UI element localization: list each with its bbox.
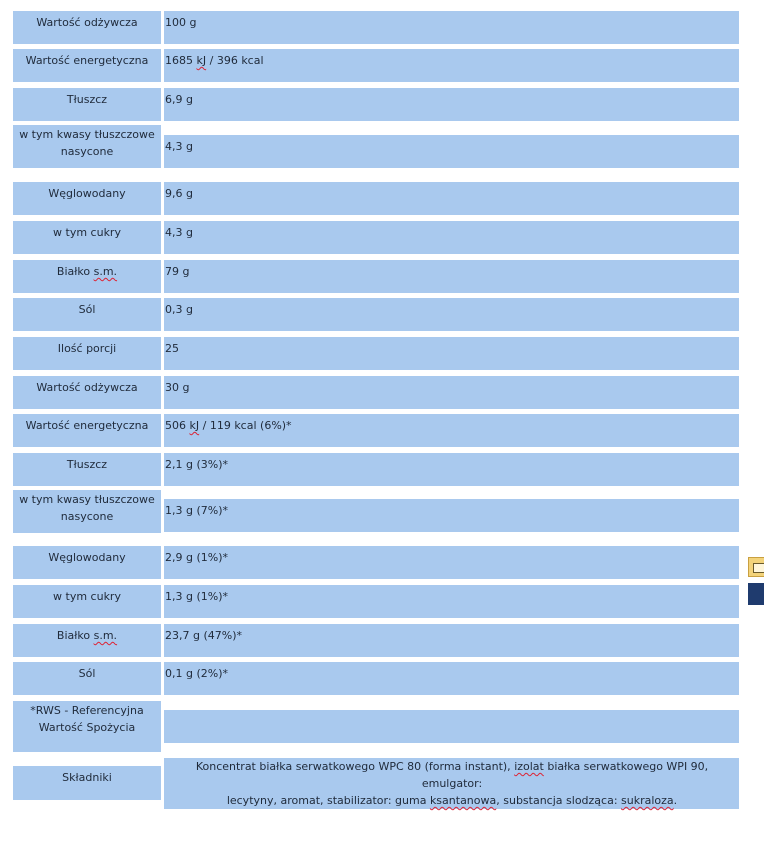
row-value [164, 49, 739, 82]
label-text: Białko [56, 629, 94, 642]
row-value: 1,3 g (1%)* [164, 585, 739, 618]
row-label: Tłuszcz [13, 453, 161, 486]
row-value: 4,3 g [164, 135, 739, 168]
ingredients-line-2 [165, 792, 739, 809]
row-label [13, 624, 161, 657]
row-label: Sól [13, 662, 161, 695]
row-value: 2,1 g (3%)* [164, 453, 739, 486]
row-label: Ilość porcji [13, 337, 161, 370]
row-label: Węglowodany [13, 182, 161, 215]
row-value [164, 414, 739, 447]
row-value: 100 g [164, 11, 739, 44]
value-text: 506 [165, 419, 190, 432]
ingredients-text: lecytyny, aromat, stabilizator: guma [226, 794, 430, 807]
row-label: Wartość energetyczna [13, 49, 161, 82]
side-panel-tab[interactable] [748, 583, 764, 605]
row-value [164, 710, 739, 743]
row-label: Wartość odżywcza [13, 376, 161, 409]
ingredients-text: . [673, 794, 678, 807]
row-value: 2,9 g (1%)* [164, 546, 739, 579]
value-text: / 119 kcal (6%)* [199, 419, 292, 432]
row-label: *RWS - Referencyjna Wartość Spożycia [13, 701, 161, 752]
row-value: 25 [164, 337, 739, 370]
ingredients-text: Koncentrat białka serwatkowego WPC 80 (forma instant), [195, 760, 515, 773]
row-value: 0,1 g (2%)* [164, 662, 739, 695]
row-label: w tym kwasy tłuszczowe nasycone [13, 125, 161, 168]
row-label: Węglowodany [13, 546, 161, 579]
ingredients-text: białka serwatkowego WPI 90, emulgator: [421, 760, 709, 790]
value-text-spellcheck: kJ [189, 419, 200, 432]
row-value: 0,3 g [164, 298, 739, 331]
row-value: 4,3 g [164, 221, 739, 254]
row-value: 1,3 g (7%)* [164, 499, 739, 532]
row-label: w tym cukry [13, 221, 161, 254]
ingredients-text-spellcheck: izolat [514, 760, 544, 773]
row-label: Wartość odżywcza [13, 11, 161, 44]
row-label: Wartość energetyczna [13, 414, 161, 447]
row-label: w tym cukry [13, 585, 161, 618]
document-icon[interactable] [748, 557, 764, 577]
ingredients-value [164, 758, 739, 809]
row-value: 79 g [164, 260, 739, 293]
value-text-spellcheck: kJ [196, 54, 207, 67]
row-label: Sól [13, 298, 161, 331]
row-label [13, 260, 161, 293]
value-text: / 396 kcal [206, 54, 264, 67]
label-text-spellcheck: s.m. [93, 265, 118, 278]
value-text: 1685 [165, 54, 197, 67]
row-value: 23,7 g (47%)* [164, 624, 739, 657]
ingredients-line-1 [165, 758, 739, 792]
side-panel-toggle[interactable] [748, 557, 764, 605]
ingredients-text-spellcheck: ksantanowa [429, 794, 497, 807]
label-text-spellcheck: s.m. [93, 629, 118, 642]
ingredients-text-spellcheck: sukraloza [621, 794, 674, 807]
row-label: Tłuszcz [13, 88, 161, 121]
row-value: 30 g [164, 376, 739, 409]
row-value: 6,9 g [164, 88, 739, 121]
label-text: Białko [56, 265, 94, 278]
row-value: 9,6 g [164, 182, 739, 215]
row-label: w tym kwasy tłuszczowe nasycone [13, 490, 161, 533]
ingredients-text: , substancja slodząca: [496, 794, 622, 807]
ingredients-label: Składniki [13, 766, 161, 800]
